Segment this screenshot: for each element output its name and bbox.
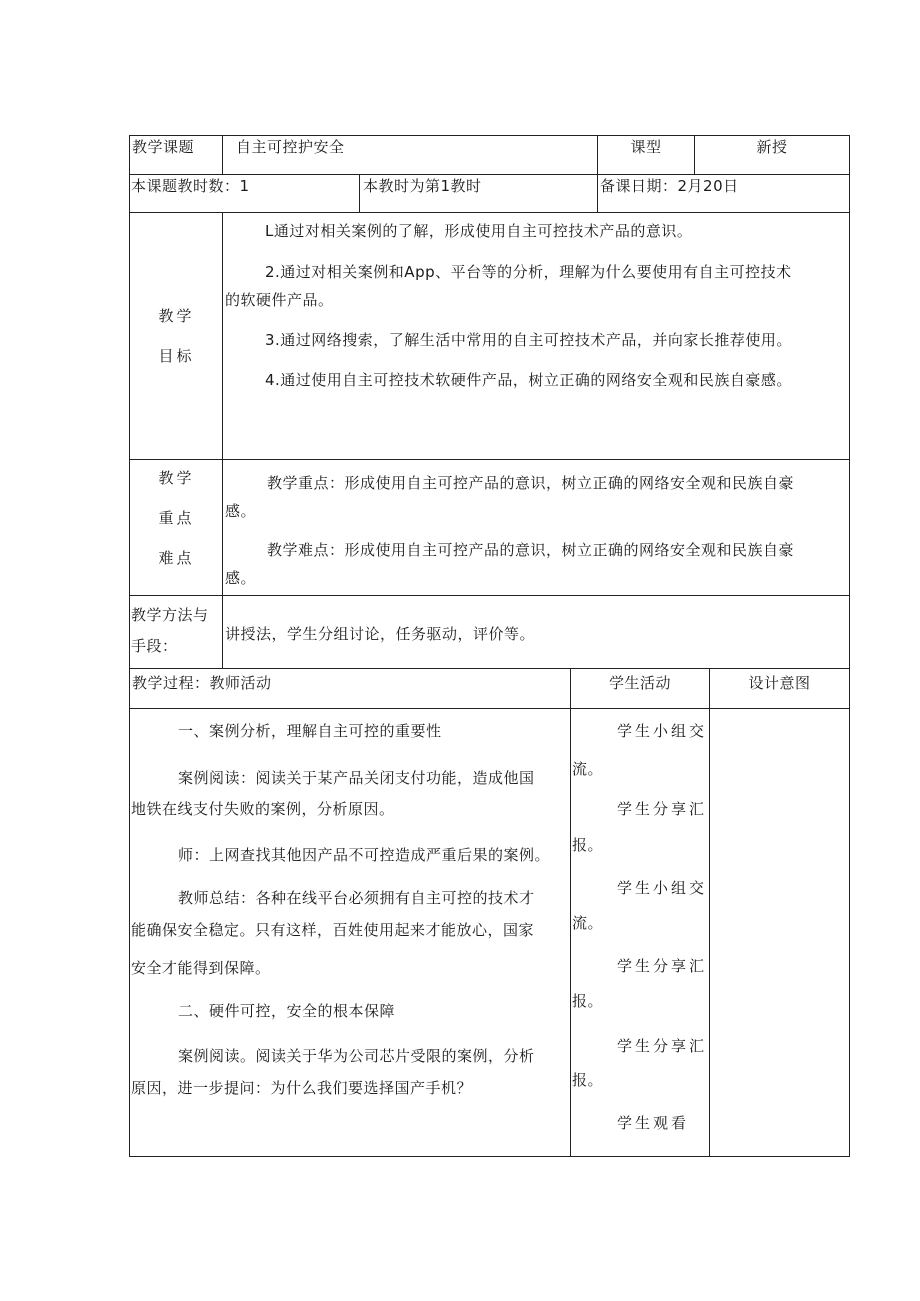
student-activity-line: 学生小组交 (617, 722, 708, 740)
process-student-header: 学生活动 (608, 674, 671, 692)
col-divider (359, 174, 360, 212)
student-activity-line: 流。 (572, 914, 604, 932)
key-point: 教学重点：形成使用自主可控产品的意识，树立正确的网络安全观和民族自豪 (267, 474, 795, 492)
methods-label: 手段： (131, 637, 178, 655)
teacher-activity-line: 师：上网查找其他因产品不可控造成严重后果的案例。 (178, 846, 551, 864)
keypoints-label: 重点 (158, 509, 195, 527)
student-activity-line: 报。 (572, 836, 604, 854)
type-value: 新授 (756, 138, 788, 156)
total-hours: 本课题教时数：1 (131, 177, 250, 195)
row-divider (129, 135, 850, 136)
methods-label: 教学方法与 (131, 606, 209, 624)
keypoints-label: 难点 (158, 549, 195, 567)
teacher-activity-line: 地铁在线支付失败的案例，分析原因。 (131, 800, 395, 818)
teacher-activity-line: 案例阅读。阅读关于华为公司芯片受限的案例，分析 (178, 1047, 535, 1065)
objective-item: 2.通过对相关案例和App、平台等的分析，理解为什么要使用有自主可控技术 (265, 263, 792, 281)
difficult-point: 感。 (225, 569, 257, 587)
student-activity-line: 学生分享汇 (617, 957, 708, 975)
student-activity-line: 报。 (572, 1071, 604, 1089)
row-divider (129, 459, 850, 460)
teacher-activity-line: 案例阅读：阅读关于某产品关闭支付功能，造成他国 (178, 769, 535, 787)
col-divider (222, 135, 223, 174)
row-divider (129, 668, 850, 669)
prep-date: 备课日期：2月20日 (600, 177, 739, 195)
student-activity-line: 学生小组交 (617, 879, 708, 897)
row-divider (129, 212, 850, 213)
col-divider (709, 668, 710, 1157)
col-divider (129, 135, 130, 1157)
student-activity-line: 学生分享汇 (617, 1037, 708, 1055)
teacher-activity-line: 一、案例分析，理解自主可控的重要性 (178, 722, 442, 740)
student-activity-line: 学生分享汇 (617, 800, 708, 818)
objective-item: 3.通过网络搜索，了解生活中常用的自主可控技术产品，并向家长推荐使用。 (265, 331, 792, 349)
student-activity-line: 报。 (572, 992, 604, 1010)
key-point: 感。 (225, 502, 257, 520)
difficult-point: 教学难点：形成使用自主可控产品的意识，树立正确的网络安全观和民族自豪 (267, 541, 795, 559)
teacher-activity-line: 能确保安全稳定。只有这样，百姓使用起来才能放心，国家 (131, 921, 535, 939)
row-divider (129, 174, 850, 175)
student-activity-line: 学生观看 (617, 1114, 690, 1132)
row-divider (129, 1156, 850, 1157)
student-activity-line: 流。 (572, 760, 604, 778)
objectives-label: 教学 (158, 307, 195, 325)
current-hour: 本教时为第1教时 (363, 177, 482, 195)
objective-item: 4.通过使用自主可控技术软硬件产品，树立正确的网络安全观和民族自豪感。 (265, 371, 792, 389)
row-divider (129, 595, 850, 596)
objectives-label: 目标 (158, 347, 195, 365)
teacher-activity-line: 安全才能得到保障。 (131, 959, 271, 977)
process-design-header: 设计意图 (748, 674, 811, 692)
keypoints-label: 教学 (158, 469, 195, 487)
col-divider (570, 668, 571, 1157)
col-divider (222, 212, 223, 668)
objective-item: 的软硬件产品。 (225, 291, 334, 309)
course-label: 教学课题 (132, 138, 195, 156)
row-divider (129, 708, 850, 709)
methods-value: 讲授法，学生分组讨论，任务驱动，评价等。 (225, 625, 536, 643)
teacher-activity-line: 原因，进一步提问：为什么我们要选择国产手机？ (131, 1079, 473, 1097)
col-divider (849, 135, 850, 1157)
teacher-activity-line: 二、硬件可控，安全的根本保障 (178, 1002, 396, 1020)
course-title: 自主可控护安全 (236, 138, 345, 156)
type-label: 课型 (630, 138, 662, 156)
process-teacher-header: 教学过程：教师活动 (132, 674, 272, 692)
objective-item: L通过对相关案例的了解，形成使用自主可控技术产品的意识。 (265, 222, 693, 240)
teacher-activity-line: 教师总结：各种在线平台必须拥有自主可控的技术才 (178, 889, 535, 907)
